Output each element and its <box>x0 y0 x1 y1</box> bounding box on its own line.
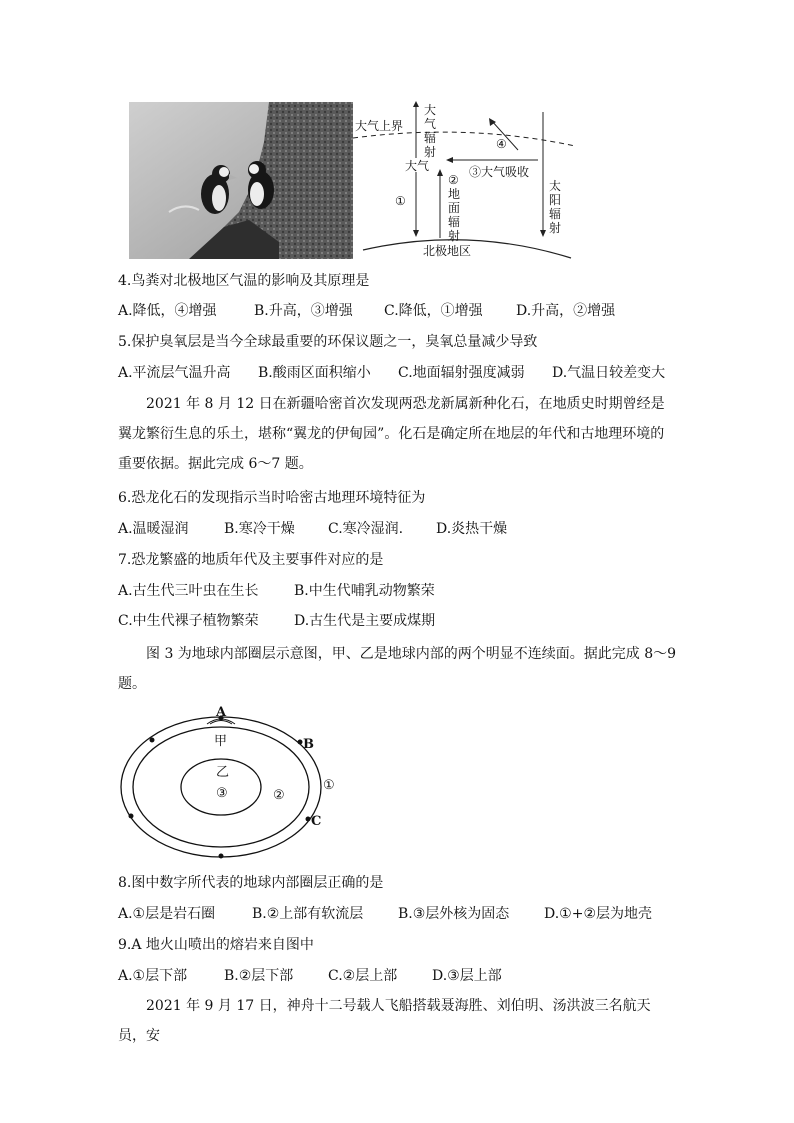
label-atmosphere-radiation-4: 射 <box>424 145 437 159</box>
q8-option-d: D.①+②层为地壳 <box>544 906 653 922</box>
q8-option-b: B.②上部有软流层 <box>252 906 364 922</box>
q4-option-c: C.降低，①增强 <box>384 303 483 319</box>
q6-option-b: B.寒冷干燥 <box>224 521 295 537</box>
label-atmosphere-absorb: ③大气吸收 <box>469 165 530 179</box>
q5-option-d: D.气温日较差变大 <box>552 365 666 381</box>
q4-option-d: D.升高，②增强 <box>516 303 616 319</box>
earth-layers-diagram <box>118 702 358 862</box>
q4-option-b: B.升高，③增强 <box>254 303 353 319</box>
q6-option-a: A.温暖湿润 <box>118 521 189 537</box>
q7-stem: 7.恐龙繁盛的地质年代及主要事件对应的是 <box>118 552 384 568</box>
q8-stem: 8.图中数字所代表的地球内部圈层正确的是 <box>118 875 384 891</box>
passage-dinosaur: 2021 年 8 月 12 日在新疆哈密首次发现两恐龙新属新种化石，在地质史时期曾经是翼龙繁衍生息的乐土，堪称“翼龙的伊甸园”。化石是确定所在地层的年代和古地理环境的重要依据。据此完成 6～7 题。 <box>118 396 665 472</box>
earth-label-circle3: ③ <box>216 786 228 801</box>
label-atmosphere: 大气 <box>405 159 430 173</box>
label-circle4: ④ <box>496 137 507 151</box>
label-solar-radiation-2: 阳 <box>549 193 562 207</box>
label-atmosphere-radiation-1: 大 <box>424 103 437 117</box>
label-ground-radiation-2: 地 <box>448 187 461 201</box>
q4-options <box>118 301 615 321</box>
q9-stem: 9.A 地火山喷出的熔岩来自图中 <box>118 937 314 953</box>
earth-label-jia: 甲 <box>214 734 228 749</box>
label-ground-radiation-3: 面 <box>448 201 461 215</box>
radiation-diagram <box>353 98 583 264</box>
q4-option-a: A.降低，④增强 <box>118 303 217 319</box>
label-ground-radiation-1: ② <box>448 173 459 187</box>
q9-option-c: C.②层上部 <box>328 968 398 984</box>
q6-option-d: D.炎热干燥 <box>436 521 508 537</box>
puffin-photo <box>129 102 353 259</box>
q4-stem: 4.鸟粪对北极地区气温的影响及其原理是 <box>118 273 370 289</box>
q8-option-c: B.③层外核为固态 <box>398 906 510 922</box>
q8-option-a: A.①层是岩石圈 <box>118 906 216 922</box>
earth-label-b: B <box>303 737 314 752</box>
q5-options <box>118 363 665 383</box>
passage-earth-layers: 图 3 为地球内部圈层示意图，甲、乙是地球内部的两个明显不连续面。据此完成 8～9 题。 <box>118 646 677 692</box>
q9-options <box>118 966 502 986</box>
q5-stem: 5.保护臭氧层是当今全球最重要的环保议题之一，臭氧总量减少导致 <box>118 334 538 350</box>
q7-options-row2 <box>118 611 435 631</box>
earth-label-yi: 乙 <box>216 765 230 780</box>
earth-label-c: C <box>311 814 322 829</box>
q7-option-d: D.古生代是主要成煤期 <box>294 613 436 629</box>
label-solar-radiation-4: 射 <box>549 221 562 235</box>
q9-option-a: A.①层下部 <box>118 968 188 984</box>
q6-option-c: C.寒冷湿润. <box>328 521 404 537</box>
q5-option-a: A.平流层气温升高 <box>118 365 231 381</box>
q7-option-c: C.中生代裸子植物繁荣 <box>118 613 259 629</box>
label-top-atmosphere: 大气上界 <box>355 119 404 133</box>
earth-label-a: A <box>216 705 227 720</box>
label-ground-radiation-5: 射 <box>448 229 461 243</box>
earth-label-circle1: ① <box>323 778 335 793</box>
label-atmosphere-radiation-2: 气 <box>424 117 437 131</box>
q9-option-b: B.②层下部 <box>224 968 294 984</box>
q9-option-d: D.③层上部 <box>432 968 502 984</box>
label-atmosphere-radiation-3: 辐 <box>424 131 437 145</box>
q7-option-a: A.古生代三叶虫在生长 <box>118 583 259 599</box>
label-arctic: 北极地区 <box>423 244 472 258</box>
passage-shenzhou: 2021 年 9 月 17 日，神舟十二号载人飞船搭载聂海胜、刘伯明、汤洪波三名航天员，安 <box>118 998 651 1044</box>
q7-options-row1 <box>118 581 435 601</box>
earth-label-circle2: ② <box>273 788 285 803</box>
label-solar-radiation-1: 太 <box>549 179 562 193</box>
q5-option-c: C.地面辐射强度减弱 <box>398 365 525 381</box>
label-ground-radiation-4: 辐 <box>448 215 461 229</box>
label-circle1: ① <box>395 194 406 208</box>
q8-options <box>118 904 652 924</box>
q6-options <box>118 519 507 539</box>
label-solar-radiation-3: 辐 <box>549 207 562 221</box>
q7-option-b: B.中生代哺乳动物繁荣 <box>294 583 435 599</box>
q6-stem: 6.恐龙化石的发现指示当时哈密古地理环境特征为 <box>118 490 426 506</box>
q5-option-b: B.酸雨区面积缩小 <box>258 365 371 381</box>
